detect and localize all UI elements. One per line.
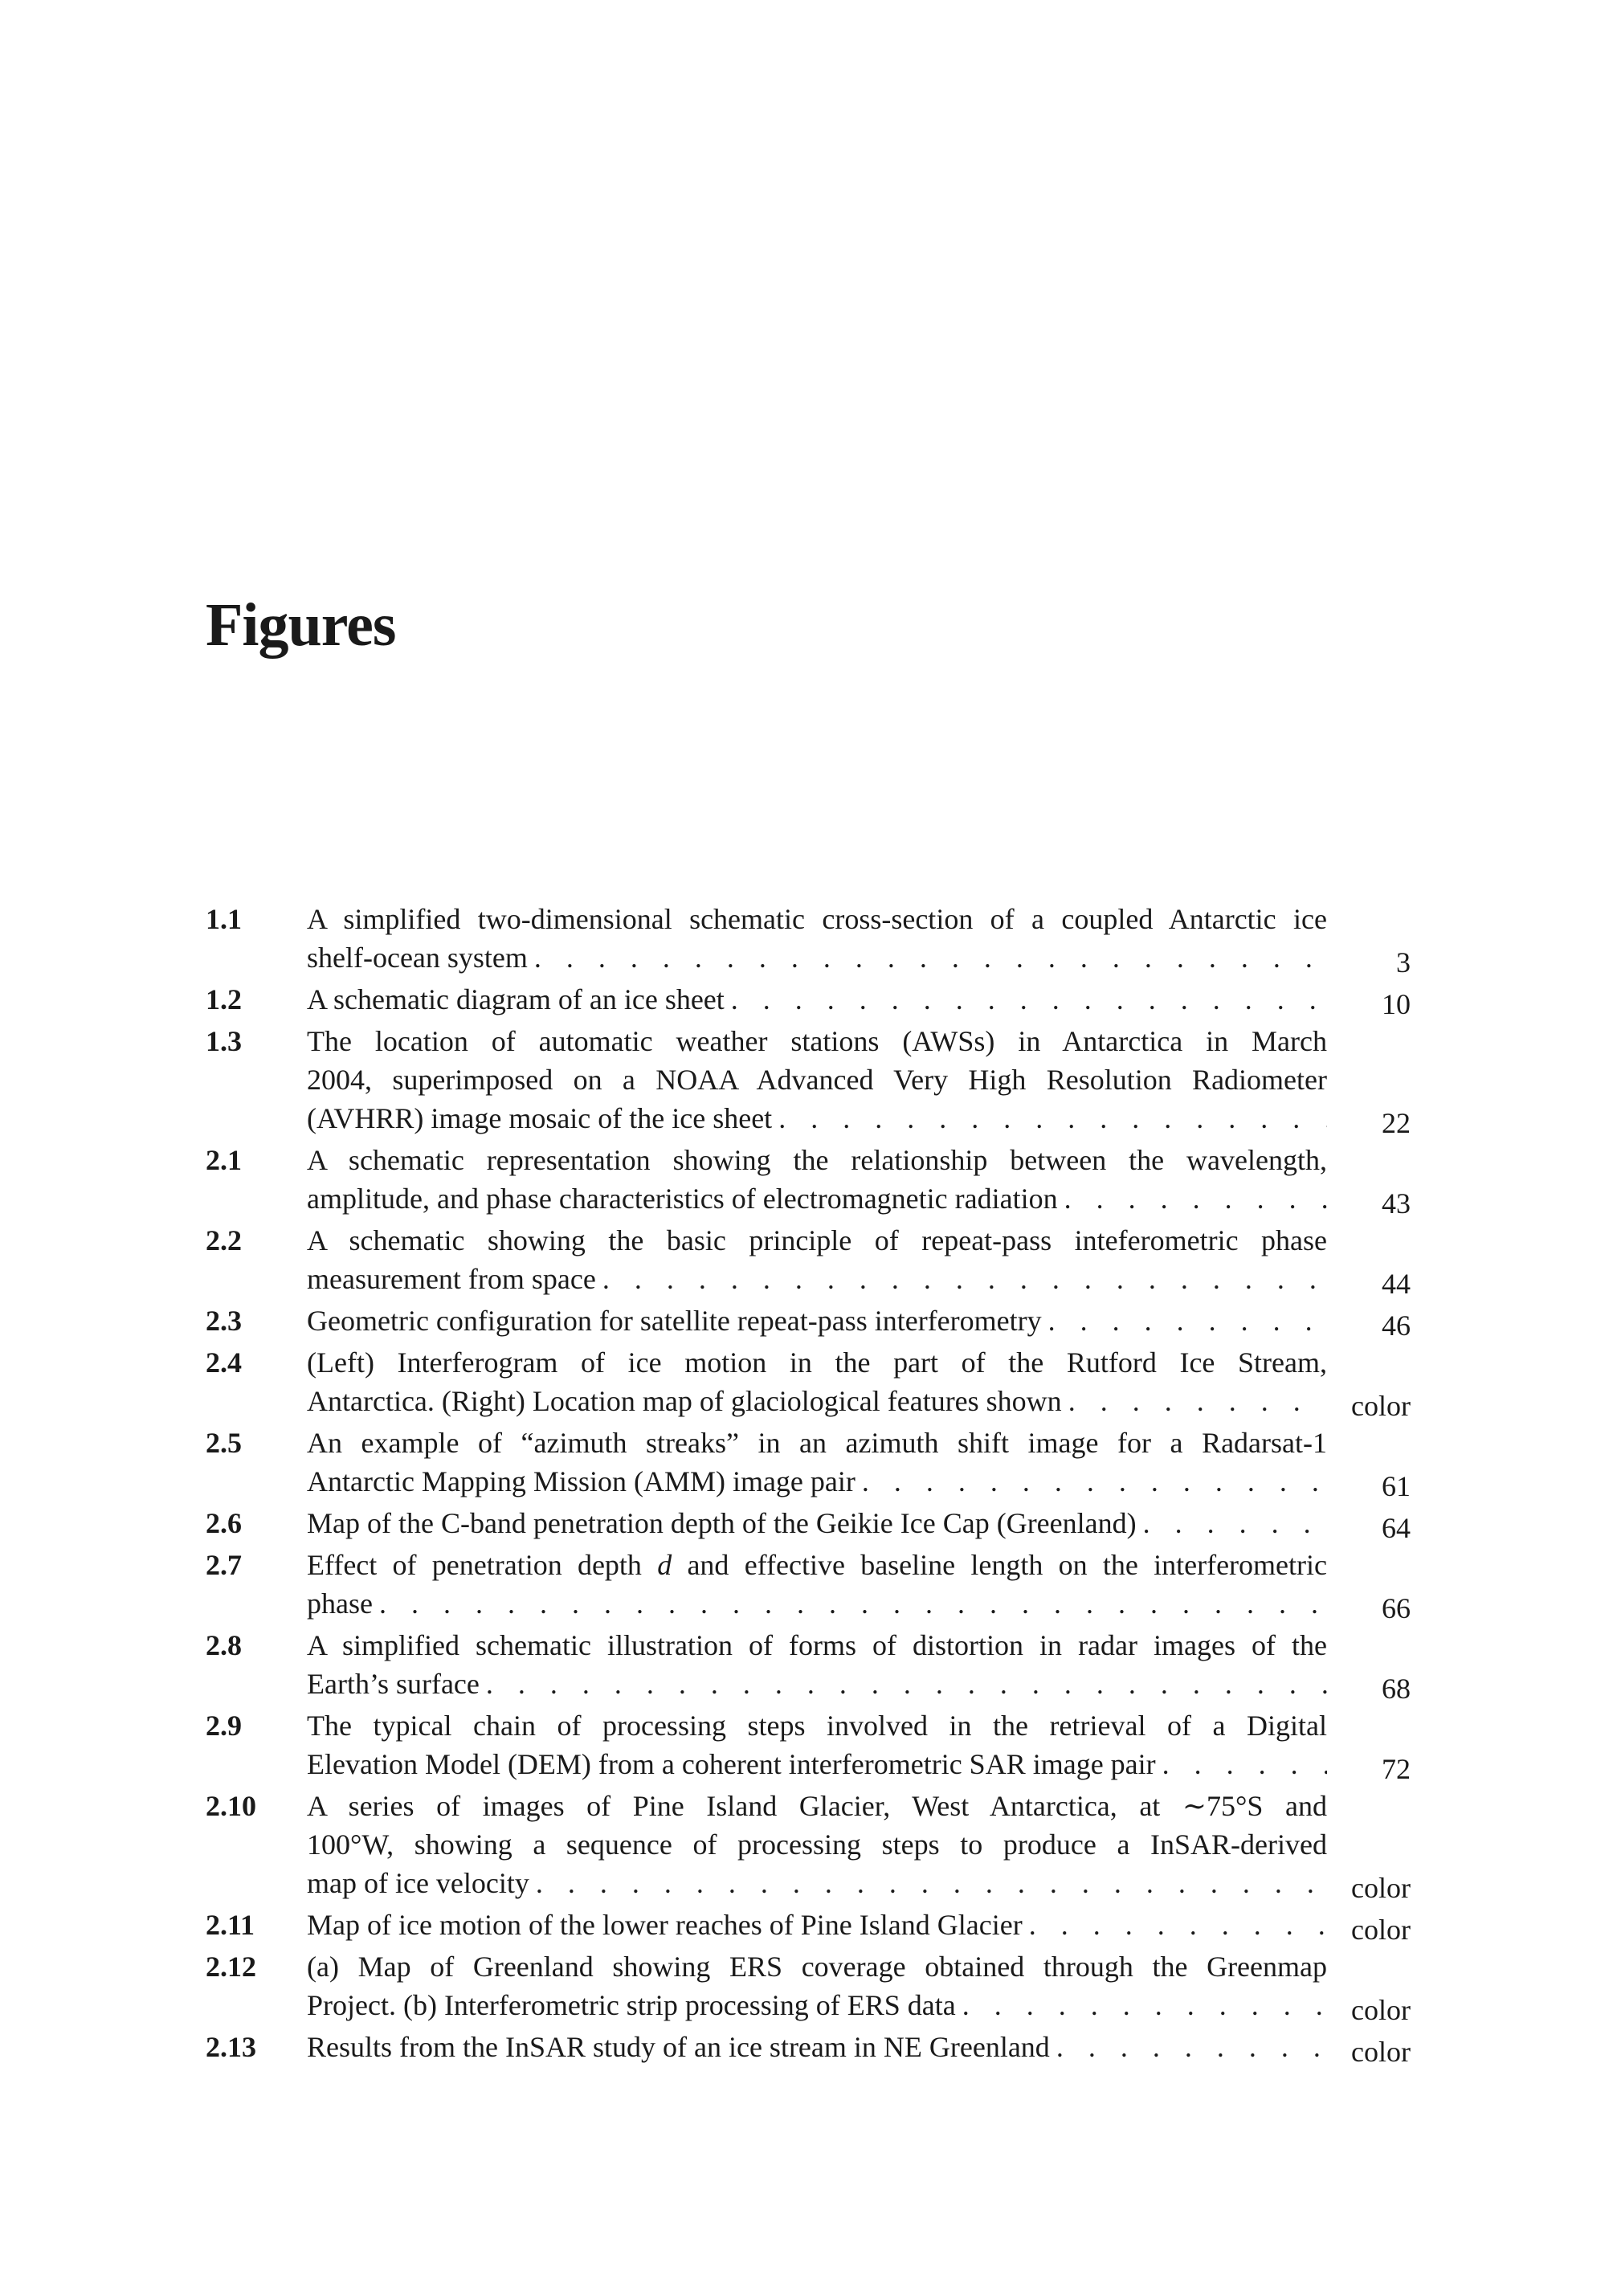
figure-caption-last-line <box>307 1665 1411 1703</box>
dot-leader <box>856 1462 1327 1501</box>
figure-caption <box>307 1504 1411 1542</box>
figure-caption-line: 100°W, showing a sequence of processing steps to produce a InSAR-derived <box>307 1828 1327 1861</box>
figure-entry <box>206 1504 1411 1542</box>
figure-caption-line: (Left) Interferogram of ice motion in the part of the Rutford Ice Stream, <box>307 1346 1327 1379</box>
figure-caption-line: Earth’s surface <box>307 1668 480 1700</box>
figure-caption-line: Elevation Model (DEM) from a coherent interferometric SAR image pair <box>307 1748 1156 1780</box>
page-reference: color <box>1351 1994 1411 2026</box>
figure-caption <box>307 1221 1411 1298</box>
figure-number: 2.3 <box>206 1305 242 1337</box>
figure-number: 2.2 <box>206 1224 242 1256</box>
figure-caption <box>307 1424 1411 1501</box>
figure-caption-last-line <box>307 1864 1411 1902</box>
figure-number: 2.9 <box>206 1710 242 1742</box>
figure-entry <box>206 1706 1411 1783</box>
figure-entry <box>206 1343 1411 1420</box>
figure-number: 2.11 <box>206 1909 255 1941</box>
figure-caption-line: Map of ice motion of the lower reaches of Pine Island Glacier <box>307 1909 1023 1941</box>
figure-caption-line: A schematic showing the basic principle of repeat-pass inteferometric phase <box>307 1224 1327 1256</box>
figure-number: 2.7 <box>206 1549 242 1581</box>
figure-caption-line: Results from the InSAR study of an ice stream in NE Greenland <box>307 2031 1050 2063</box>
figure-caption-last-line <box>307 1745 1411 1783</box>
figure-entry <box>206 1787 1411 1902</box>
dot-leader <box>596 1260 1327 1298</box>
figure-caption-last-line <box>307 1584 1411 1623</box>
figure-caption <box>307 1546 1411 1623</box>
figure-caption-line: phase <box>307 1587 373 1620</box>
page-reference: 61 <box>1382 1470 1411 1502</box>
page-reference: 66 <box>1382 1592 1411 1624</box>
figure-number: 2.12 <box>206 1951 256 1983</box>
figure-caption-last-line <box>307 1099 1411 1138</box>
caption-text: Effect of penetration depth <box>307 1549 658 1581</box>
figure-number: 1.3 <box>206 1025 242 1057</box>
page-reference: 64 <box>1382 1512 1411 1544</box>
figure-caption-last-line <box>307 1260 1411 1298</box>
figure-caption-line: The typical chain of processing steps involved in the retrieval of a Digital <box>307 1710 1327 1742</box>
figure-entry <box>206 900 1411 977</box>
dot-leader <box>1156 1745 1327 1783</box>
figure-caption-last-line <box>307 1462 1411 1501</box>
figure-entry <box>206 2028 1411 2066</box>
page-reference: 43 <box>1382 1187 1411 1219</box>
dot-leader <box>956 1986 1327 2024</box>
figure-entry <box>206 1546 1411 1623</box>
figure-caption-last-line <box>307 1906 1411 1944</box>
page-reference: color <box>1351 1872 1411 1904</box>
figure-caption <box>307 1947 1411 2024</box>
caption-text: and effective baseline length on the interferometric <box>672 1549 1327 1581</box>
figure-caption-line: A simplified two-dimensional schematic cross-section of a coupled Antarctic ice <box>307 903 1327 935</box>
dot-leader <box>1058 1179 1327 1218</box>
page-reference: 10 <box>1382 988 1411 1020</box>
dot-leader <box>373 1584 1327 1623</box>
figure-caption-line: shelf-ocean system <box>307 942 528 974</box>
dot-leader <box>1050 2028 1327 2066</box>
figure-caption-line: Map of the C-band penetration depth of the Geikie Ice Cap (Greenland) <box>307 1507 1137 1539</box>
figure-entry <box>206 1947 1411 2024</box>
figure-caption <box>307 1626 1411 1703</box>
figure-number: 2.10 <box>206 1790 256 1822</box>
figure-caption-line: Project. (b) Interferometric strip processing of ERS data <box>307 1989 956 2021</box>
figure-number: 2.6 <box>206 1507 242 1539</box>
dot-leader <box>1062 1382 1327 1420</box>
figure-caption <box>307 980 1411 1019</box>
figure-number: 2.1 <box>206 1144 242 1176</box>
figure-caption-line: 2004, superimposed on a NOAA Advanced Very High Resolution Radiometer <box>307 1064 1327 1096</box>
page-reference: 22 <box>1382 1107 1411 1139</box>
dot-leader <box>772 1099 1327 1138</box>
figure-caption-line: A series of images of Pine Island Glacier, West Antarctica, at ∼75°S and <box>307 1790 1327 1822</box>
figure-entry <box>206 1221 1411 1298</box>
figure-caption-line: A schematic representation showing the relationship between the wavelength, <box>307 1144 1327 1176</box>
figure-entry <box>206 1424 1411 1501</box>
figure-caption-line: The location of automatic weather stations (AWSs) in Antarctica in March <box>307 1025 1327 1057</box>
page-title: Figures <box>206 591 396 659</box>
figure-number: 2.5 <box>206 1427 242 1459</box>
page-reference: 68 <box>1382 1673 1411 1705</box>
page-reference: 72 <box>1382 1753 1411 1785</box>
figure-caption-last-line <box>307 1179 1411 1218</box>
dot-leader <box>1023 1906 1327 1944</box>
figure-caption-last-line <box>307 938 1411 977</box>
figure-number: 2.4 <box>206 1346 242 1379</box>
figure-entry <box>206 1022 1411 1138</box>
figure-caption-last-line <box>307 2028 1411 2066</box>
figure-caption-line: An example of “azimuth streaks” in an azimuth shift image for a Radarsat-1 <box>307 1427 1327 1459</box>
figure-caption-line: amplitude, and phase characteristics of electromagnetic radiation <box>307 1183 1058 1215</box>
dot-leader <box>528 938 1327 977</box>
dot-leader <box>725 980 1327 1019</box>
figure-number: 2.13 <box>206 2031 256 2063</box>
figure-entry <box>206 1906 1411 1944</box>
figure-caption <box>307 900 1411 977</box>
figure-caption-line: Geometric configuration for satellite repeat-pass interferometry <box>307 1305 1042 1337</box>
caption-italic-symbol: d <box>657 1549 672 1581</box>
page-reference: 46 <box>1382 1309 1411 1342</box>
figure-caption-last-line <box>307 1504 1411 1542</box>
figure-number: 1.1 <box>206 903 242 935</box>
page-reference: 3 <box>1396 946 1411 978</box>
page-reference: color <box>1351 1914 1411 1946</box>
figure-caption <box>307 1022 1411 1138</box>
figure-caption <box>307 1706 1411 1783</box>
figure-number: 2.8 <box>206 1629 242 1661</box>
dot-leader <box>1042 1301 1327 1340</box>
figure-entry <box>206 1626 1411 1703</box>
figure-caption <box>307 1301 1411 1340</box>
figure-caption <box>307 1787 1411 1902</box>
figure-caption-last-line <box>307 1986 1411 2024</box>
page-reference: color <box>1351 2036 1411 2068</box>
figure-caption <box>307 1141 1411 1218</box>
figure-caption-line: measurement from space <box>307 1263 596 1295</box>
dot-leader <box>480 1665 1327 1703</box>
page-reference: color <box>1351 1390 1411 1422</box>
figure-caption <box>307 2028 1411 2066</box>
figure-caption-line: Antarctic Mapping Mission (AMM) image pair <box>307 1465 856 1497</box>
dot-leader <box>529 1864 1327 1902</box>
figure-entry <box>206 980 1411 1019</box>
figure-caption-line: map of ice velocity <box>307 1867 529 1899</box>
figure-caption-line: Antarctica. (Right) Location map of glaciological features shown <box>307 1385 1062 1417</box>
figure-caption-line <box>307 1546 1327 1584</box>
page-reference: 44 <box>1382 1268 1411 1300</box>
figure-caption <box>307 1906 1411 1944</box>
figure-caption-line: (a) Map of Greenland showing ERS coverage obtained through the Greenmap <box>307 1951 1327 1983</box>
figure-number: 1.2 <box>206 983 242 1015</box>
figure-caption-line: (AVHRR) image mosaic of the ice sheet <box>307 1102 773 1134</box>
figure-caption-last-line <box>307 980 1411 1019</box>
dot-leader <box>1137 1504 1327 1542</box>
figure-caption-line: A simplified schematic illustration of forms of distortion in radar images of the <box>307 1629 1327 1661</box>
figure-list <box>206 900 1411 2069</box>
figure-caption-last-line <box>307 1382 1411 1420</box>
figure-entry <box>206 1301 1411 1340</box>
figure-caption <box>307 1343 1411 1420</box>
figure-caption-line: A schematic diagram of an ice sheet <box>307 983 725 1015</box>
figure-entry <box>206 1141 1411 1218</box>
figure-caption-last-line <box>307 1301 1411 1340</box>
